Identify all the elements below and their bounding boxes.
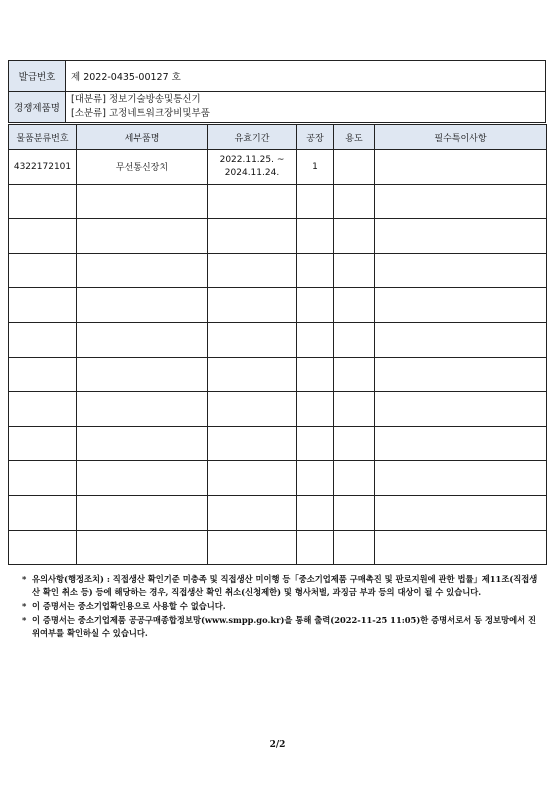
cell-special bbox=[375, 150, 547, 185]
note-text: 이 증명서는 중소기업제품 공공구매종합정보망(www.smpp.go.kr)을 통해 출력(2022-11-25 11:05)한 증명서로서 동 정보망에서 진위여부를 확인하실 수 있습니다. bbox=[32, 615, 536, 638]
cell-factory: 1 bbox=[297, 150, 334, 185]
empty-cell bbox=[334, 184, 375, 219]
empty-cell bbox=[334, 461, 375, 496]
note-bullet: * bbox=[22, 574, 27, 584]
product-major-category: [대분류] 정보기술방송및통신기 bbox=[71, 94, 201, 105]
table-row-empty bbox=[9, 461, 547, 496]
column-header-special: 필수특이사항 bbox=[375, 125, 547, 150]
empty-cell bbox=[77, 495, 208, 530]
cell-usage bbox=[334, 150, 375, 185]
empty-cell bbox=[375, 322, 547, 357]
empty-cell bbox=[9, 461, 77, 496]
empty-cell bbox=[9, 495, 77, 530]
empty-cell bbox=[375, 184, 547, 219]
empty-cell bbox=[375, 426, 547, 461]
empty-cell bbox=[77, 357, 208, 392]
page-number: 2/2 bbox=[269, 740, 286, 750]
empty-cell bbox=[297, 392, 334, 427]
empty-cell bbox=[9, 288, 77, 323]
table-row-empty bbox=[9, 392, 547, 427]
empty-cell bbox=[297, 461, 334, 496]
empty-cell bbox=[9, 184, 77, 219]
empty-cell bbox=[375, 219, 547, 254]
period-end: 2024.11.24. bbox=[224, 167, 280, 178]
table-row-empty bbox=[9, 219, 547, 254]
empty-cell bbox=[208, 322, 297, 357]
note-item bbox=[22, 600, 542, 613]
table-row-empty bbox=[9, 253, 547, 288]
empty-cell bbox=[77, 392, 208, 427]
empty-cell bbox=[297, 253, 334, 288]
cell-name: 무선통신장치 bbox=[77, 150, 208, 185]
column-header-usage: 용도 bbox=[334, 125, 375, 150]
issue-number-value: 제 2022-0435-00127 호 bbox=[66, 61, 546, 92]
empty-cell bbox=[297, 322, 334, 357]
table-row-empty bbox=[9, 530, 547, 565]
empty-cell bbox=[297, 184, 334, 219]
empty-cell bbox=[208, 219, 297, 254]
note-text: 이 증명서는 중소기업확인용으로 사용할 수 없습니다. bbox=[32, 601, 226, 611]
note-bullet: * bbox=[22, 615, 27, 625]
empty-cell bbox=[208, 253, 297, 288]
note-text: 유의사항(행정조치) : 직접생산 확인기준 미충족 및 직접생산 미이행 등「중소기업제품 구매촉진 및 판로지원에 관한 법률」제11조(직접생산 확인 취소 등) 등에 해당하는 경우, 직접생산 확인 취소(신청제한) 및 형사처벌, 과징금 부과 등의 대상이 될 수 있습니다. bbox=[32, 574, 538, 597]
table-row-empty bbox=[9, 357, 547, 392]
empty-cell bbox=[208, 530, 297, 565]
empty-cell bbox=[334, 253, 375, 288]
empty-cell bbox=[208, 461, 297, 496]
empty-cell bbox=[375, 288, 547, 323]
table-row bbox=[9, 150, 547, 185]
empty-cell bbox=[297, 288, 334, 323]
empty-cell bbox=[297, 530, 334, 565]
empty-cell bbox=[77, 288, 208, 323]
empty-cell bbox=[77, 184, 208, 219]
empty-cell bbox=[375, 253, 547, 288]
table-row-empty bbox=[9, 322, 547, 357]
empty-cell bbox=[334, 495, 375, 530]
product-minor-category: [소분류] 고정네트워크장비및부품 bbox=[71, 108, 210, 119]
empty-cell bbox=[334, 288, 375, 323]
empty-cell bbox=[208, 495, 297, 530]
notes-section bbox=[22, 573, 542, 641]
column-header-period: 유효기간 bbox=[208, 125, 297, 150]
empty-cell bbox=[208, 288, 297, 323]
product-name-value bbox=[66, 92, 546, 123]
empty-cell bbox=[375, 392, 547, 427]
empty-cell bbox=[208, 392, 297, 427]
period-start: 2022.11.25. ~ bbox=[219, 154, 285, 165]
note-item bbox=[22, 614, 542, 640]
empty-cell bbox=[375, 530, 547, 565]
column-header-name: 세부품명 bbox=[77, 125, 208, 150]
empty-cell bbox=[297, 495, 334, 530]
note-bullet: * bbox=[22, 601, 27, 611]
empty-cell bbox=[297, 219, 334, 254]
empty-cell bbox=[9, 426, 77, 461]
product-name-label: 경쟁제품명 bbox=[9, 92, 66, 123]
empty-cell bbox=[334, 322, 375, 357]
empty-cell bbox=[9, 392, 77, 427]
empty-cell bbox=[334, 219, 375, 254]
empty-cell bbox=[334, 392, 375, 427]
empty-cell bbox=[375, 357, 547, 392]
empty-cell bbox=[77, 426, 208, 461]
column-header-code: 물품분류번호 bbox=[9, 125, 77, 150]
empty-cell bbox=[208, 357, 297, 392]
empty-cell bbox=[9, 530, 77, 565]
empty-cell bbox=[297, 357, 334, 392]
empty-cell bbox=[208, 426, 297, 461]
table-row-empty bbox=[9, 495, 547, 530]
empty-cell bbox=[334, 357, 375, 392]
table-row-empty bbox=[9, 288, 547, 323]
empty-cell bbox=[9, 322, 77, 357]
empty-cell bbox=[297, 426, 334, 461]
empty-cell bbox=[77, 322, 208, 357]
note-item bbox=[22, 573, 542, 599]
cell-period bbox=[208, 150, 297, 185]
empty-cell bbox=[375, 495, 547, 530]
empty-cell bbox=[9, 357, 77, 392]
empty-cell bbox=[9, 253, 77, 288]
issue-number-label: 발급번호 bbox=[9, 61, 66, 92]
table-row-empty bbox=[9, 426, 547, 461]
column-header-factory: 공장 bbox=[297, 125, 334, 150]
table-row-empty bbox=[9, 184, 547, 219]
empty-cell bbox=[9, 219, 77, 254]
empty-cell bbox=[77, 461, 208, 496]
header-box bbox=[8, 60, 546, 123]
empty-cell bbox=[77, 530, 208, 565]
cell-code: 4322172101 bbox=[9, 150, 77, 185]
table-header-row bbox=[9, 125, 547, 150]
product-table bbox=[8, 124, 547, 565]
empty-cell bbox=[334, 426, 375, 461]
empty-cell bbox=[334, 530, 375, 565]
empty-cell bbox=[208, 184, 297, 219]
empty-cell bbox=[375, 461, 547, 496]
empty-cell bbox=[77, 219, 208, 254]
empty-cell bbox=[77, 253, 208, 288]
